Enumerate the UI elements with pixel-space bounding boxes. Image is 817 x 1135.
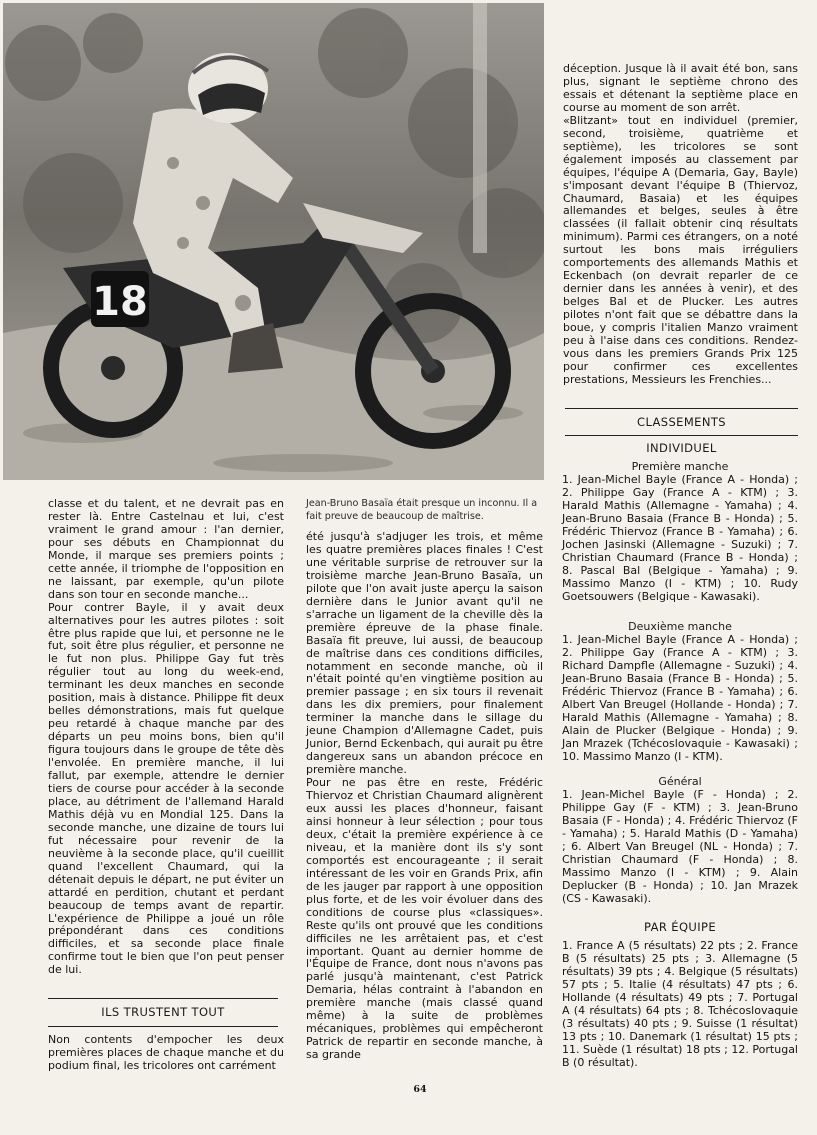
rider-illustration — [3, 3, 544, 480]
section-rule — [48, 998, 278, 999]
photo-caption: Jean-Bruno Basaïa était presque un inconnu. Il a fait preuve de beaucoup de maîtrise. — [306, 498, 538, 522]
motocross-photo — [3, 3, 544, 480]
results-heading: CLASSEMENTS — [637, 415, 726, 429]
team-results: 1. France A (5 résultats) 22 pts ; 2. France B (5 résultats) 25 pts ; 3. Allemagne (5 résultats) 39 pts ; 4. Belgique (5 résultats) 57 pts ; 5. Italie (4 résultats) 47 pts ; 6. Hollande (4 résultats) 49 pts ; 7. Portugal A (4 résultats) 64 pts ; 8. Tchécoslovaquie (3 résultats) 40 pts ; 9. Suisse (1 résultat) 13 pts ; 10. Danemark (1 résultat) 15 pts ; 11. Suède (1 résultat) 18 pts ; 12. Portugal B (0 résultat). — [562, 939, 798, 1069]
paragraph: «Blitzant» tout en individuel (premier, second, troisième, quatrième et septième), les tricolores se sont également imposés au classement par équipes, l'équipe A (Demaria, Gay, Bayle) s'imposant devant l'équipe B (Thiervoz, Chaumard, Basaia) et les équipes allemandes et belges, seules à être classées (il fallait obtenir cinq résultats minimum). Parmi ces étrangers, on a noté surtout les bons mais irréguliers comportements des allemands Mathis et Eckenbach (on devrait reparler de ce dernier dans les années à venir), et des belges Bal et de Plucker. Les autres pilotes n'ont fait que se débattre dans la boue, y compris l'italien Manzo vraiment peu à l'aise dans ces conditions. Rendez-vous dans les premiers Grands Prix 125 pour confirmer ces excellentes prestations, Messieurs les Frenchies... — [563, 113, 798, 386]
general-results: 1. Jean-Michel Bayle (F - Honda) ; 2. Philippe Gay (F - KTM) ; 3. Jean-Bruno Basaia (F - Honda) ; 4. Frédéric Thiervoz (F - Yamaha) ; 5. Harald Mathis (D - Yamaha) ; 6. Albert Van Breugel (NL - Honda) ; 7. Christian Chaumard (F - Honda) ; 8. Massimo Manzo (I - KTM) ; 9. Alain Deplucker (B - Honda) ; 10. Jan Mrazek (CS - Kawasaki). — [562, 788, 798, 905]
race2-results: 1. Jean-Michel Bayle (France A - Honda) ; 2. Philippe Gay (France A - KTM) ; 3. Richard Dampfle (Allemagne - Suzuki) ; 4. Jean-Bruno Basaia (France B - Honda) ; 5. Frédéric Thiervoz (France B - Yamaha) ; 6. Albert Van Breugel (Hollande - Honda) ; 7. Harald Mathis (Allemagne - Yamaha) ; 8. Alain de Plucker (Belgique - Honda) ; 9. Jan Mrazek (Tchécoslovaquie - Kawasaki) ; 10. Massimo Manzo (I - KTM). — [562, 633, 798, 763]
article-column-1 — [48, 498, 284, 977]
results-rule — [565, 408, 798, 409]
article-column-2 — [306, 531, 543, 1062]
paragraph: Non contents d'empocher les deux premières places de chaque manche et du podium final, les tricolores ont carrément — [48, 1033, 284, 1072]
article-column-1-end — [48, 1034, 284, 1073]
race1-heading: Première manche — [631, 460, 729, 473]
paragraph: déception. Jusque là il avait été bon, sans plus, signant le septième chrono des essais et détenant la septième place en course au moment de son arrêt. — [563, 62, 798, 114]
paragraph: classe et du talent, et ne devrait pas en rester là. Entre Castelnau et lui, c'est vraiment le grand amour : l'an dernier, pour ses débuts en Championnat du Monde, il marque ses premiers points ; cette année, il triomphe de l'opposition en ne laissant, par exemple, qu'un pilote dans son tour en seconde manche... — [48, 497, 284, 601]
paragraph: été jusqu'à s'adjuger les trois, et même les quatre premières places finales ! C'est une véritable surprise de retrouver sur la troisième marche Jean-Bruno Basaïa, un pilote que l'on avait juste aperçu la saison dernière dans le Junior avant qu'il ne s'arrache un ligament de la cheville dès la première épreuve de la phase finale. Basaïa fit preuve, lui aussi, de beaucoup de maîtrise dans ces conditions difficiles, notamment en seconde manche, où il n'était pointé qu'en vingtième position au premier passage ; en six tours il revenait dans les dix premiers, pour finalement terminer la manche dans le sillage du jeune Champion d'Allemagne Cadet, puis Junior, Bernd Eckenbach, qui aurait pu être dangereux sans un abandon précoce en première manche. — [306, 530, 543, 777]
paragraph: Pour contrer Bayle, il y avait deux alternatives pour les autres pilotes : soit être plus rapide que lui, et personne ne le fut, soit être plus régulier, et personne ne le fut non plus. Philippe Gay fut très régulier tout au long du week-end, terminant les deux manches en seconde position, mais à distance. Philippe fit deux belles démonstrations, mais fut quelque peu retardé à chaque manche par des départs un peu moins bons, bien qu'il figura toujours dans le groupe de tête dès l'envolée. En première manche, il lui fallut, par exemple, attendre le dernier tiers de course pour accéder à la seconde place, au détriment de l'allemand Harald Mathis déjà vu en Mondial 125. Dans la seconde manche, une dizaine de tours lui fut nécessaire pour revenir de la neuvième à la seconde place, qu'il cueillit quand l'excellent Chaumard, qui la détenait depuis le départ, ne put éviter un attardé en perdition, chutant et perdant beaucoup de temps avant de repartir. L'expérience de Philippe a joué un rôle prépondérant dans ces conditions difficiles, et sa seconde place finale confirme tout le bien que l'on peut penser de lui. — [48, 600, 284, 977]
section-rule — [48, 1026, 278, 1027]
paragraph: Pour ne pas être en reste, Frédéric Thiervoz et Christian Chaumard alignèrent eux aussi les places d'honneur, faisant ainsi honneur à leur sélection ; pour tous deux, c'était la première expérience à ce niveau, et la manière dont ils s'y sont comportés est encourageante ; il serait intéressant de les voir en Grands Prix, afin de les jauger par rapport à une opposition plus forte, et de les voir évoluer dans des conditions de course plus «classiques». Reste qu'ils ont prouvé que les conditions difficiles ne les arrêtaient pas, et c'est important. Quant au dernier homme de l'Équipe de France, dont nous n'avons pas parlé jusqu'à maintenant, c'est Patrick Demaria, hélas contraint à l'abandon en première manche (mais classé quand même) à la suite de problèmes mécaniques, problèmes qui empêcheront Patrick de repartir en seconde manche, à sa grande — [306, 776, 543, 1062]
individual-heading: INDIVIDUEL — [646, 441, 717, 455]
results-rule — [565, 435, 798, 436]
general-heading: Général — [658, 775, 702, 788]
bike-number: 18 — [92, 279, 148, 325]
race1-results: 1. Jean-Michel Bayle (France A - Honda) ; 2. Philippe Gay (France A - KTM) ; 3. Harald Mathis (Allemagne - Yamaha) ; 4. Jean-Bruno Basaia (France B - Honda) ; 5. Frédéric Thiervoz (France B - Yamaha) ; 6. Jochen Jasinski (Allemagne - Suzuki) ; 7. Christian Chaumard (France B - Honda) ; 8. Pascal Bal (Belgique - Yamaha) ; 9. Massimo Manzo (I - KTM) ; 10. Rudy Goetsouwers (Belgique - Kawasaki). — [562, 473, 798, 603]
race2-heading: Deuxième manche — [628, 620, 732, 633]
page-number: 64 — [413, 1084, 427, 1095]
team-heading: PAR ÉQUIPE — [643, 920, 717, 934]
article-column-3 — [563, 63, 798, 387]
section-heading: ILS TRUSTENT TOUT — [101, 1005, 225, 1019]
